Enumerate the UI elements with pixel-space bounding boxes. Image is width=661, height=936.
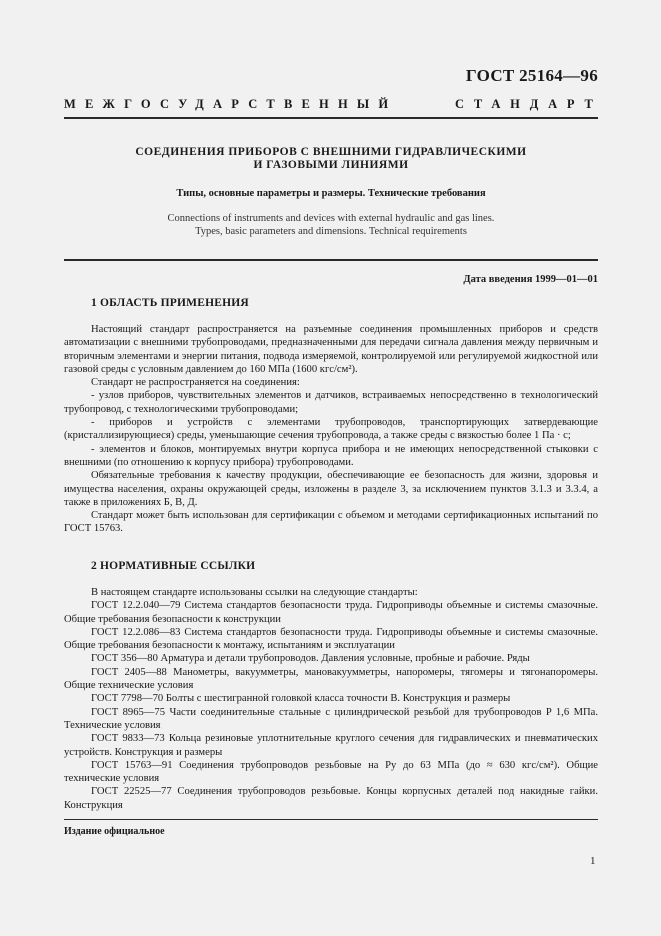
section1-heading: 1 ОБЛАСТЬ ПРИМЕНЕНИЯ [91,297,249,309]
reference-item: ГОСТ 7798—70 Болты с шестигранной головкой класса точности В. Конструкция и размеры [91,693,511,705]
reference-item: ГОСТ 2405—88 Манометры, вакуумметры, мановакуумметры, напоромеры, тягомеры и тягонапоромеры. Общие технические условия [64,666,598,692]
section2-body [64,586,598,812]
page-number: 1 [590,855,596,867]
paragraph: - элементов и блоков, монтируемых внутри корпуса прибора и не имеющих непосредственной стыковки с внешними (по отношению к корпусу прибора) трубопроводами. [64,443,598,468]
document-subtitle: Типы, основные параметры и размеры. Технические требования [176,188,486,199]
reference-item: ГОСТ 356—80 Арматура и детали трубопроводов. Давления условные, пробные и рабочие. Ряды [91,653,530,665]
paragraph: - узлов приборов, чувствительных элементов и датчиков, встраиваемых непосредственно в технологический трубопровод, с технологическими трубопроводами; [64,390,598,415]
paragraph: Обязательные требования к качеству продукции, обеспечивающие ее безопасность для жизни, здоровья и имущества населения, охраны окружающей среды, изложены в разделе 3, за исключением пунктов 3.1.3 и 3.3.4, а также в приложениях Б, В, Д. [64,470,598,508]
document-title-line1: СОЕДИНЕНИЯ ПРИБОРОВ С ВНЕШНИМИ ГИДРАВЛИЧЕСКИМИ [135,146,527,158]
standard-label-right: СТАНДАРТ [455,97,603,111]
paragraph: В настоящем стандарте использованы ссылки на следующие стандарты: [91,587,418,598]
section2-heading: 2 НОРМАТИВНЫЕ ССЫЛКИ [91,560,256,572]
footer-rule [64,819,598,820]
paragraph: Настоящий стандарт распространяется на разъемные соединения промышленных приборов и средств автоматизации с внешними трубопроводами, предназначенными для передачи сигнала давления между первичным и вторичным элементами и энергии питания, подвода измеряемой, контролируемой или регулируемой жидкостной или газовой среды с условным давлением до 160 МПа (1600 кгс/см²). [64,324,598,375]
gost-number: ГОСТ 25164—96 [465,66,598,85]
section1-body [64,323,598,536]
edition-label: Издание официальное [64,826,165,837]
title-rule [64,259,598,261]
english-title-line1: Connections of instruments and devices with external hydraulic and gas lines. [167,213,495,224]
header-rule [64,117,598,119]
reference-item: ГОСТ 12.2.086—83 Система стандартов безопасности труда. Гидроприводы объемные и системы смазочные. Общие требования безопасности к монтажу, испытаниям и эксплуатации [64,626,598,652]
reference-item: ГОСТ 8965—75 Части соединительные стальные с цилиндрической резьбой для трубопроводов P 1,6 МПа. Технические условия [64,706,598,731]
reference-item: ГОСТ 15763—91 Соединения трубопроводов резьбовые на Pу до 63 МПа (до ≈ 630 кгс/см²). Общие технические условия [64,759,598,785]
reference-item: ГОСТ 22525—77 Соединения трубопроводов резьбовые. Концы корпусных деталей под накидные гайки. Конструкция [64,786,598,811]
reference-item: ГОСТ 12.2.040—79 Система стандартов безопасности труда. Гидроприводы объемные и системы смазочные. Общие требования безопасности к конструкции [64,600,598,625]
reference-item: ГОСТ 9833—73 Кольца резиновые уплотнительные круглого сечения для гидравлических и пневматических устройств. Конструкция и размеры [64,733,598,758]
english-title-line2: Types, basic parameters and dimensions. Technical requirements [195,226,467,237]
paragraph: Стандарт не распространяется на соединения: [91,377,300,389]
paragraph: Стандарт может быть использован для сертификации с объемом и методами сертификационных испытаний по ГОСТ 15763. [64,510,598,535]
document-title-line2: И ГАЗОВЫМИ ЛИНИЯМИ [253,159,409,171]
standard-label-left: МЕЖГОСУДАРСТВЕННЫЙ [64,97,398,111]
introduction-date: Дата введения 1999—01—01 [463,274,598,285]
paragraph: - приборов и устройств с элементами трубопроводов, транспортирующих затвердевающие (кристаллизирующиеся) среды, уменьшающие сечения трубопровода, а также среды с вязкостью более 1 Па · с; [64,417,598,442]
